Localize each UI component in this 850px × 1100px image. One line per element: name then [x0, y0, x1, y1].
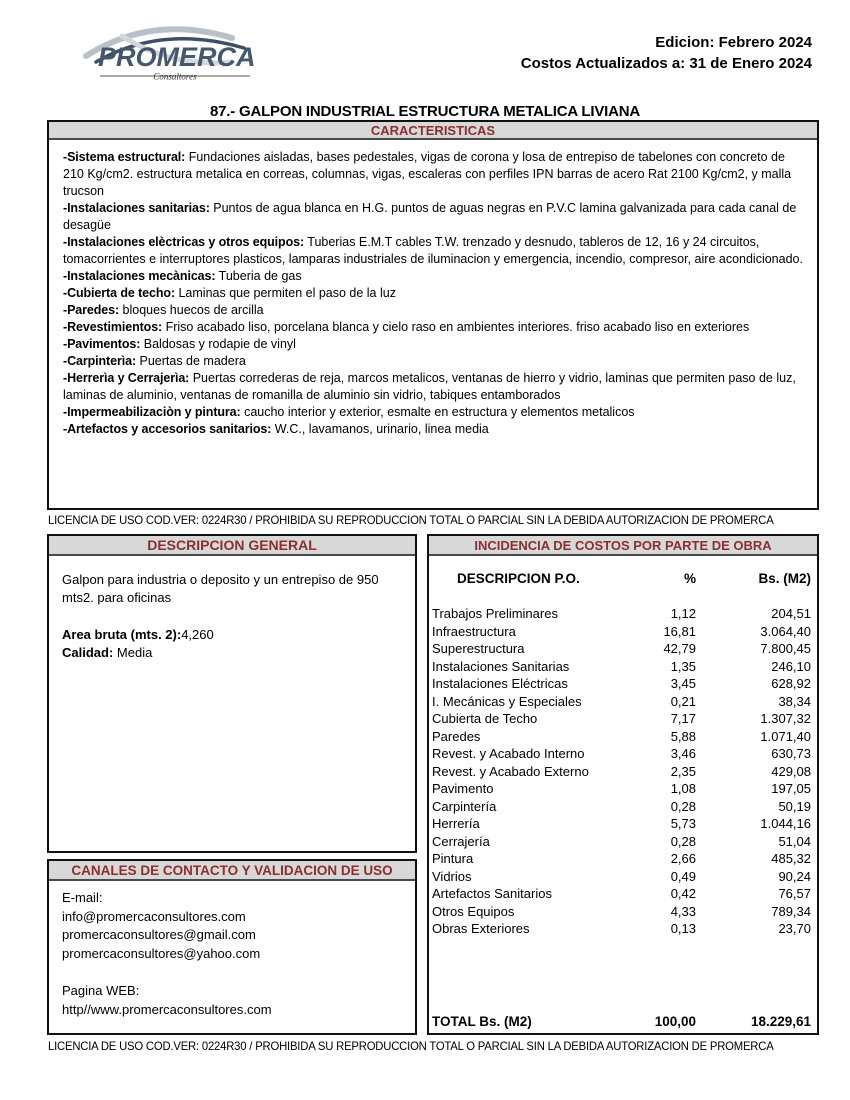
area-bruta-label: Area bruta (mts. 2): — [62, 627, 182, 642]
row-descripcion: Revest. y Acabado Externo — [432, 763, 589, 779]
row-bs: 1.307,32 — [760, 711, 811, 726]
row-descripcion: Pavimento — [432, 781, 494, 796]
caracteristicas-body — [49, 140, 817, 438]
logo-brand-text: PROMERCA — [98, 42, 256, 72]
caracteristicas-box — [47, 120, 819, 510]
general-description: Galpon para industria o deposito y un entrepiso de 950 mts2. para oficinas — [62, 572, 379, 605]
row-bs: 7.800,45 — [760, 641, 811, 656]
email-address: info@promercaconsultores.com — [62, 908, 246, 924]
page-title: 87.- GALPON INDUSTRIAL ESTRUCTURA METALICA LIVIANA — [209, 103, 640, 120]
row-descripcion: Trabajos Preliminares — [432, 606, 558, 621]
calidad-line — [62, 644, 402, 662]
web-label: Pagina WEB: — [62, 982, 140, 998]
row-bs: 246,10 — [771, 658, 811, 674]
total-bs: 18.229,61 — [750, 1014, 811, 1029]
caracteristicas-header: CARACTERISTICAS — [49, 122, 817, 140]
contact-box — [47, 859, 417, 1035]
col-percent: % — [683, 571, 696, 586]
table-row — [432, 640, 811, 658]
row-percent: 7,17 — [670, 711, 696, 726]
row-bs: 197,05 — [771, 781, 811, 796]
row-bs: 628,92 — [771, 676, 811, 691]
row-descripcion: Infraestructura — [432, 623, 516, 639]
row-descripcion: Carpintería — [432, 798, 497, 814]
table-row — [432, 903, 811, 921]
calidad-value: Media — [116, 645, 153, 660]
row-bs: 23,70 — [778, 921, 811, 936]
descripcion-general-box — [47, 534, 417, 853]
table-row — [432, 868, 811, 886]
caracteristica-item: -Herrerìa y Cerrajerìa: Puertas correderas de reja, marcos metalicos, ventanas de hierro y vidrio, laminas que permiten paso de luz, laminas de aluminio, ventanas de romanilla de aluminio sin vidrio, tabiques entamborados — [63, 371, 796, 402]
area-bruta-line — [62, 626, 402, 644]
table-row — [432, 815, 811, 833]
caracteristica-item: -Artefactos y accesorios sanitarios: W.C., lavamanos, urinario, linea media — [63, 422, 489, 436]
caracteristica-item: -Paredes: bloques huecos de arcilla — [63, 303, 264, 317]
row-percent: 0,28 — [670, 833, 696, 849]
caracteristica-item: -Impermeabilizaciòn y pintura: caucho interior y exterior, esmalte en estructura y elementos metalicos — [63, 405, 635, 419]
row-bs: 429,08 — [771, 763, 811, 779]
row-percent: 1,35 — [670, 658, 696, 674]
total-label: TOTAL Bs. (M2) — [432, 1014, 532, 1029]
row-percent: 5,88 — [670, 728, 696, 744]
caracteristica-item: -Sistema estructural: Fundaciones aisladas, bases pedestales, vigas de corona y losa de entrepiso de tabelones con concreto de 210 Kg/cm2. estructura metalica en correas, columnas, vigas, escaleras con perfiles IPN barras de acero Rat 2100 Kg/cm2, y malla trucson — [63, 150, 792, 198]
caracteristica-item: -Pavimentos: Baldosas y rodapie de vinyl — [63, 337, 296, 351]
caracteristica-item: -Instalaciones elèctricas y otros equipos: Tuberias E.M.T cables T.W. trenzado y desnudo, tableros de 12, 16 y 24 circuitos, tomacorrientes e interruptores plasticos, lamparas industriales de iluminacion y emergencia, incendio, compresor, aire acondicionado. — [63, 235, 803, 266]
row-percent: 42,79 — [663, 641, 696, 656]
email-address: promercaconsultores@yahoo.com — [62, 945, 261, 961]
row-descripcion: Obras Exteriores — [432, 921, 530, 936]
col-descripcion: DESCRIPCION P.O. — [457, 571, 580, 586]
row-descripcion: Instalaciones Sanitarias — [432, 658, 570, 674]
row-descripcion: Vidrios — [432, 868, 472, 884]
row-bs: 630,73 — [771, 746, 811, 761]
row-percent: 5,73 — [670, 816, 696, 831]
web-url: http//www.promercaconsultores.com — [62, 1001, 272, 1017]
license-line-bottom: LICENCIA DE USO COD.VER: 0224R30 / PROHIBIDA SU REPRODUCCION TOTAL O PARCIAL SIN LA DEBIDA AUTORIZACION DE PROMERCA — [48, 1039, 774, 1053]
calidad-label: Calidad: — [62, 645, 114, 660]
row-percent: 2,35 — [670, 763, 696, 779]
row-percent: 1,08 — [670, 781, 696, 796]
contact-spacer — [62, 963, 402, 982]
row-percent: 4,33 — [670, 903, 696, 919]
table-row — [432, 658, 811, 676]
table-row — [432, 920, 811, 938]
table-row — [432, 623, 811, 641]
contact-header: CANALES DE CONTACTO Y VALIDACION DE USO — [49, 861, 415, 881]
row-percent: 3,45 — [670, 676, 696, 691]
row-bs: 3.064,40 — [760, 623, 811, 639]
total-percent: 100,00 — [654, 1014, 696, 1029]
email-list — [62, 908, 402, 964]
col-bs: Bs. (M2) — [758, 571, 811, 586]
row-percent: 2,66 — [670, 851, 696, 866]
row-descripcion: Pintura — [432, 851, 474, 866]
email-address: promercaconsultores@gmail.com — [62, 927, 256, 943]
table-row — [432, 605, 811, 623]
table-row — [432, 675, 811, 693]
row-descripcion: Cubierta de Techo — [432, 711, 538, 726]
row-bs: 485,32 — [771, 851, 811, 866]
table-row — [432, 693, 811, 711]
caracteristica-item: -Revestimientos: Friso acabado liso, porcelana blanca y cielo raso en ambientes interiores. friso acabado liso en exteriores — [63, 320, 750, 334]
area-bruta-value: 4,260 — [181, 627, 214, 642]
cost-table-body — [429, 605, 817, 938]
license-line-top: LICENCIA DE USO COD.VER: 0224R30 / PROHIBIDA SU REPRODUCCION TOTAL O PARCIAL SIN LA DEBIDA AUTORIZACION DE PROMERCA — [48, 513, 774, 527]
row-bs: 50,19 — [778, 798, 811, 814]
total-row — [429, 1014, 817, 1029]
caracteristica-item: -Instalaciones mecànicas: Tuberia de gas — [63, 269, 302, 283]
row-bs: 1.044,16 — [760, 816, 811, 831]
row-percent: 0,13 — [670, 921, 696, 936]
row-bs: 1.071,40 — [760, 728, 811, 744]
row-percent: 1,12 — [670, 606, 696, 621]
table-row — [432, 710, 811, 728]
logo-tagline-text: Consultores — [153, 71, 197, 82]
row-descripcion: I. Mecánicas y Especiales — [432, 693, 582, 709]
row-percent: 0,49 — [670, 868, 696, 884]
table-row — [432, 833, 811, 851]
header-meta — [521, 32, 812, 74]
cost-table-head — [429, 571, 817, 586]
row-percent: 16,81 — [663, 623, 696, 639]
row-descripcion: Herrería — [432, 816, 480, 831]
row-bs: 38,34 — [778, 693, 811, 709]
email-label: E-mail: — [62, 890, 103, 905]
caracteristica-item: -Carpinterìa: Puertas de madera — [63, 354, 246, 368]
row-percent: 0,21 — [670, 693, 696, 709]
promerca-logo — [82, 22, 272, 86]
cost-incidence-box — [427, 534, 819, 1035]
row-percent: 0,42 — [670, 886, 696, 901]
caracteristica-item: -Cubierta de techo: Laminas que permiten el paso de la luz — [63, 286, 396, 300]
table-row — [432, 885, 811, 903]
row-descripcion: Paredes — [432, 728, 481, 744]
edition-line: Edicion: Febrero 2024 — [655, 34, 812, 51]
table-row — [432, 763, 811, 781]
row-bs: 204,51 — [771, 606, 811, 621]
costs-updated-line: Costos Actualizados a: 31 de Enero 2024 — [520, 55, 812, 72]
table-row — [432, 728, 811, 746]
row-descripcion: Cerrajería — [432, 833, 490, 849]
row-descripcion: Otros Equipos — [432, 903, 515, 919]
table-row — [432, 850, 811, 868]
contact-body — [49, 881, 415, 1019]
table-row — [432, 798, 811, 816]
descripcion-general-header: DESCRIPCION GENERAL — [49, 536, 415, 556]
caracteristica-item: -Instalaciones sanitarias: Puntos de agua blanca en H.G. puntos de aguas negras en P.V.C lamina galvanizada para cada canal de desagüe — [63, 201, 797, 232]
row-percent: 3,46 — [670, 746, 696, 761]
table-row — [432, 780, 811, 798]
row-bs: 51,04 — [778, 833, 811, 849]
descripcion-general-body — [49, 556, 415, 662]
row-bs: 789,34 — [771, 903, 811, 919]
row-descripcion: Revest. y Acabado Interno — [432, 746, 585, 761]
row-descripcion: Superestructura — [432, 641, 525, 656]
table-row — [432, 745, 811, 763]
row-descripcion: Artefactos Sanitarios — [432, 886, 552, 901]
row-descripcion: Instalaciones Eléctricas — [432, 676, 568, 691]
row-percent: 0,28 — [670, 798, 696, 814]
cost-incidence-header: INCIDENCIA DE COSTOS POR PARTE DE OBRA — [429, 536, 817, 556]
row-bs: 76,57 — [778, 886, 811, 901]
row-bs: 90,24 — [778, 868, 811, 884]
